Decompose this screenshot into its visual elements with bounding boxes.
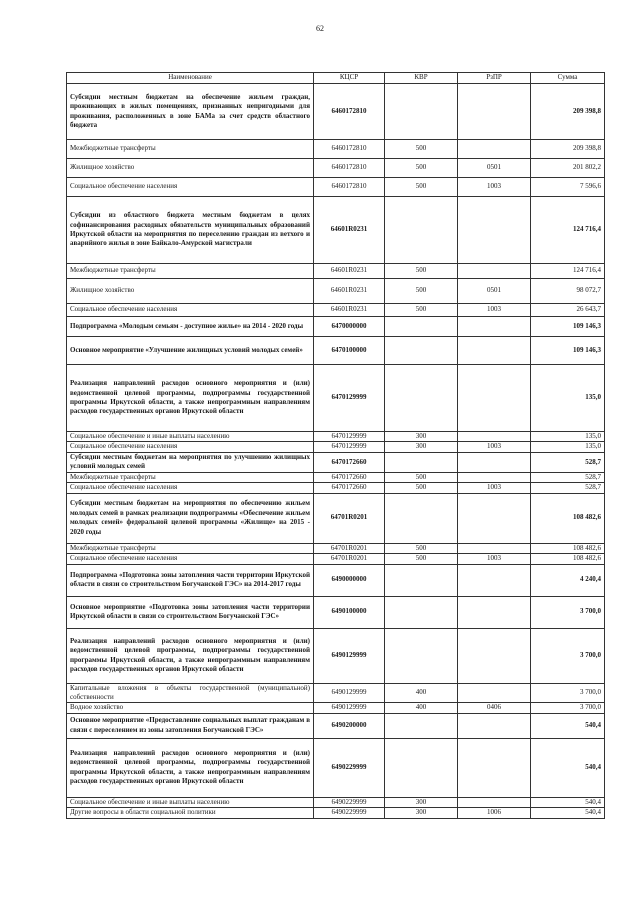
cell-name: Реализация направлений расходов основного мероприятия и (или) ведомственной целевой программы, подпрограммы государственной программы Иркутской области, а также непрограммным направлениям расходов государственных органов Иркутской области bbox=[67, 628, 314, 683]
table-row bbox=[67, 713, 605, 738]
cell-rzpr: 0501 bbox=[458, 159, 531, 178]
cell-kvr bbox=[385, 493, 458, 543]
cell-kcsr: 6470129999 bbox=[314, 442, 385, 452]
table-row bbox=[67, 337, 605, 365]
budget-table bbox=[66, 72, 605, 819]
table-row bbox=[67, 703, 605, 713]
cell-kcsr: 6460172810 bbox=[314, 140, 385, 159]
table-row bbox=[67, 554, 605, 564]
cell-sum: 135,0 bbox=[531, 442, 605, 452]
cell-kvr: 500 bbox=[385, 543, 458, 553]
cell-kcsr: 6490000000 bbox=[314, 564, 385, 596]
cell-kvr: 400 bbox=[385, 683, 458, 703]
cell-rzpr bbox=[458, 317, 531, 337]
header-kcsr: КЦСР bbox=[314, 73, 385, 84]
table-row bbox=[67, 140, 605, 159]
cell-kcsr: 64701R0201 bbox=[314, 554, 385, 564]
cell-rzpr bbox=[458, 713, 531, 738]
cell-sum: 124 716,4 bbox=[531, 264, 605, 279]
table-row bbox=[67, 797, 605, 807]
cell-sum: 201 802,2 bbox=[531, 159, 605, 178]
cell-sum: 108 482,6 bbox=[531, 493, 605, 543]
cell-kcsr: 64701R0201 bbox=[314, 493, 385, 543]
cell-kvr bbox=[385, 564, 458, 596]
cell-kcsr: 6470172660 bbox=[314, 472, 385, 482]
cell-kcsr: 6470172660 bbox=[314, 452, 385, 472]
cell-kvr bbox=[385, 337, 458, 365]
cell-kvr: 500 bbox=[385, 178, 458, 197]
cell-name: Межбюджетные трансферты bbox=[67, 140, 314, 159]
table-row bbox=[67, 264, 605, 279]
cell-kvr: 300 bbox=[385, 432, 458, 442]
cell-kvr: 300 bbox=[385, 808, 458, 818]
cell-sum: 540,4 bbox=[531, 797, 605, 807]
table-row bbox=[67, 493, 605, 543]
cell-kvr bbox=[385, 317, 458, 337]
cell-sum: 3 700,0 bbox=[531, 596, 605, 628]
cell-kvr bbox=[385, 365, 458, 432]
cell-kvr: 500 bbox=[385, 159, 458, 178]
cell-rzpr bbox=[458, 452, 531, 472]
cell-kvr: 500 bbox=[385, 304, 458, 317]
cell-name: Социальное обеспечение населения bbox=[67, 483, 314, 493]
cell-kcsr: 6490229999 bbox=[314, 808, 385, 818]
cell-rzpr bbox=[458, 543, 531, 553]
table-row bbox=[67, 432, 605, 442]
cell-kcsr: 6470172660 bbox=[314, 483, 385, 493]
cell-kcsr: 6490200000 bbox=[314, 713, 385, 738]
cell-kvr bbox=[385, 84, 458, 140]
cell-rzpr: 0406 bbox=[458, 703, 531, 713]
cell-kvr: 500 bbox=[385, 472, 458, 482]
cell-kcsr: 6490100000 bbox=[314, 596, 385, 628]
cell-name: Межбюджетные трансферты bbox=[67, 472, 314, 482]
page-number: 62 bbox=[316, 24, 324, 33]
cell-kvr bbox=[385, 713, 458, 738]
cell-sum: 540,4 bbox=[531, 713, 605, 738]
table-row bbox=[67, 197, 605, 264]
cell-kcsr: 6470129999 bbox=[314, 365, 385, 432]
cell-sum: 540,4 bbox=[531, 808, 605, 818]
cell-sum: 135,0 bbox=[531, 365, 605, 432]
cell-sum: 124 716,4 bbox=[531, 197, 605, 264]
table-row bbox=[67, 472, 605, 482]
table-row bbox=[67, 442, 605, 452]
cell-rzpr bbox=[458, 738, 531, 797]
cell-kcsr: 6460172810 bbox=[314, 178, 385, 197]
cell-sum: 209 398,8 bbox=[531, 84, 605, 140]
cell-kcsr: 6470000000 bbox=[314, 317, 385, 337]
cell-sum: 4 240,4 bbox=[531, 564, 605, 596]
cell-name: Субсидии местным бюджетам на мероприятия по обеспечению жильем молодых семей в рамках реализации подпрограммы «Обеспечение жильем молодых семей» федеральной целевой программы «Жилище» на 2015 - 2020 годы bbox=[67, 493, 314, 543]
cell-kvr: 300 bbox=[385, 797, 458, 807]
cell-kvr: 400 bbox=[385, 703, 458, 713]
cell-kvr bbox=[385, 738, 458, 797]
cell-rzpr bbox=[458, 264, 531, 279]
cell-kcsr: 64601R0231 bbox=[314, 264, 385, 279]
table-row bbox=[67, 159, 605, 178]
cell-rzpr bbox=[458, 493, 531, 543]
cell-kcsr: 6460172810 bbox=[314, 84, 385, 140]
cell-rzpr bbox=[458, 628, 531, 683]
cell-rzpr: 1003 bbox=[458, 304, 531, 317]
cell-name: Водное хозяйство bbox=[67, 703, 314, 713]
cell-name: Межбюджетные трансферты bbox=[67, 264, 314, 279]
cell-name: Социальное обеспечение населения bbox=[67, 304, 314, 317]
table-row bbox=[67, 279, 605, 304]
cell-name: Социальное обеспечение и иные выплаты населению bbox=[67, 432, 314, 442]
cell-rzpr bbox=[458, 432, 531, 442]
cell-sum: 135,0 bbox=[531, 432, 605, 442]
cell-kvr: 500 bbox=[385, 483, 458, 493]
cell-name: Основное мероприятие «Предоставление социальных выплат гражданам в связи с переселением из зоны затопления Богучанской ГЭС» bbox=[67, 713, 314, 738]
cell-rzpr bbox=[458, 797, 531, 807]
cell-name: Другие вопросы в области социальной политики bbox=[67, 808, 314, 818]
table-row bbox=[67, 365, 605, 432]
table-row bbox=[67, 178, 605, 197]
cell-kcsr: 6490229999 bbox=[314, 797, 385, 807]
cell-name: Социальное обеспечение населения bbox=[67, 178, 314, 197]
cell-sum: 528,7 bbox=[531, 452, 605, 472]
cell-sum: 209 398,8 bbox=[531, 140, 605, 159]
table-row bbox=[67, 483, 605, 493]
cell-rzpr bbox=[458, 472, 531, 482]
cell-sum: 108 482,6 bbox=[531, 554, 605, 564]
cell-kcsr: 6490129999 bbox=[314, 683, 385, 703]
cell-sum: 7 596,6 bbox=[531, 178, 605, 197]
cell-rzpr bbox=[458, 596, 531, 628]
cell-rzpr bbox=[458, 140, 531, 159]
cell-rzpr: 1003 bbox=[458, 483, 531, 493]
table-row bbox=[67, 543, 605, 553]
cell-kvr: 500 bbox=[385, 264, 458, 279]
cell-kcsr: 6460172810 bbox=[314, 159, 385, 178]
cell-rzpr bbox=[458, 197, 531, 264]
cell-rzpr: 1003 bbox=[458, 554, 531, 564]
table-row bbox=[67, 628, 605, 683]
cell-name: Подпрограмма «Молодым семьям - доступное жилье» на 2014 - 2020 годы bbox=[67, 317, 314, 337]
cell-kvr: 300 bbox=[385, 442, 458, 452]
cell-name: Субсидии местным бюджетам на мероприятия по улучшению жилищных условий молодых семей bbox=[67, 452, 314, 472]
table-row bbox=[67, 564, 605, 596]
header-rzpr: РзПР bbox=[458, 73, 531, 84]
cell-sum: 98 072,7 bbox=[531, 279, 605, 304]
cell-kcsr: 6490129999 bbox=[314, 703, 385, 713]
cell-kcsr: 64601R0231 bbox=[314, 279, 385, 304]
cell-kcsr: 6490129999 bbox=[314, 628, 385, 683]
cell-kvr: 500 bbox=[385, 279, 458, 304]
cell-name: Социальное обеспечение населения bbox=[67, 554, 314, 564]
cell-rzpr bbox=[458, 337, 531, 365]
cell-kcsr: 64701R0201 bbox=[314, 543, 385, 553]
cell-kcsr: 6470129999 bbox=[314, 432, 385, 442]
cell-name: Жилищное хозяйство bbox=[67, 159, 314, 178]
cell-kvr bbox=[385, 628, 458, 683]
header-sum: Сумма bbox=[531, 73, 605, 84]
cell-sum: 108 482,6 bbox=[531, 543, 605, 553]
cell-kcsr: 6490229999 bbox=[314, 738, 385, 797]
cell-name: Реализация направлений расходов основного мероприятия и (или) ведомственной целевой программы, подпрограммы государственной программы Иркутской области, а также непрограммным направлениям расходов государственных органов Иркутской области bbox=[67, 365, 314, 432]
cell-sum: 3 700,0 bbox=[531, 683, 605, 703]
cell-rzpr bbox=[458, 84, 531, 140]
cell-kvr bbox=[385, 197, 458, 264]
cell-rzpr: 1003 bbox=[458, 178, 531, 197]
cell-kvr bbox=[385, 596, 458, 628]
cell-kcsr: 64601R0231 bbox=[314, 197, 385, 264]
cell-kvr: 500 bbox=[385, 554, 458, 564]
table-row bbox=[67, 84, 605, 140]
cell-name: Подпрограмма «Подготовка зоны затопления части территории Иркутской области в связи со строительством Богучанской ГЭС» на 2014-2017 годы bbox=[67, 564, 314, 596]
cell-sum: 528,7 bbox=[531, 483, 605, 493]
cell-rzpr bbox=[458, 683, 531, 703]
cell-rzpr bbox=[458, 564, 531, 596]
cell-kvr: 500 bbox=[385, 140, 458, 159]
cell-kcsr: 64601R0231 bbox=[314, 304, 385, 317]
cell-rzpr: 1003 bbox=[458, 442, 531, 452]
cell-sum: 26 643,7 bbox=[531, 304, 605, 317]
cell-kcsr: 6470100000 bbox=[314, 337, 385, 365]
cell-sum: 109 146,3 bbox=[531, 337, 605, 365]
cell-sum: 3 700,0 bbox=[531, 628, 605, 683]
table-row bbox=[67, 683, 605, 703]
cell-name: Субсидии из областного бюджета местным бюджетам в целях софинансирования расходных обязательств муниципальных образований Иркутской области на мероприятия по переселению граждан из ветхого и аварийного жилья в зоне Байкало-Амурской магистрали bbox=[67, 197, 314, 264]
cell-name: Капитальные вложения в объекты государственной (муниципальной) собственности bbox=[67, 683, 314, 703]
table-row bbox=[67, 738, 605, 797]
table-body bbox=[67, 84, 605, 819]
cell-name: Основное мероприятие «Подготовка зоны затопления части территории Иркутской области в связи со строительством Богучанской ГЭС» bbox=[67, 596, 314, 628]
table-row bbox=[67, 596, 605, 628]
cell-rzpr: 1006 bbox=[458, 808, 531, 818]
table-row bbox=[67, 808, 605, 818]
cell-name: Субсидии местным бюджетам на обеспечение жильем граждан, проживающих в жилых помещениях, признанных непригодными для проживания, расположенных в зоне БАМа за счет средств областного бюджета bbox=[67, 84, 314, 140]
cell-name: Жилищное хозяйство bbox=[67, 279, 314, 304]
cell-sum: 528,7 bbox=[531, 472, 605, 482]
cell-sum: 540,4 bbox=[531, 738, 605, 797]
cell-name: Реализация направлений расходов основного мероприятия и (или) ведомственной целевой программы, подпрограммы государственной программы Иркутской области, а также непрограммным направлениям расходов государственных органов Иркутской области bbox=[67, 738, 314, 797]
table-row bbox=[67, 304, 605, 317]
table-row bbox=[67, 452, 605, 472]
header-name: Наименование bbox=[67, 73, 314, 84]
cell-name: Основное мероприятие «Улучшение жилищных условий молодых семей» bbox=[67, 337, 314, 365]
cell-sum: 109 146,3 bbox=[531, 317, 605, 337]
cell-name: Межбюджетные трансферты bbox=[67, 543, 314, 553]
cell-name: Социальное обеспечение и иные выплаты населению bbox=[67, 797, 314, 807]
cell-name: Социальное обеспечение населения bbox=[67, 442, 314, 452]
table-row bbox=[67, 317, 605, 337]
cell-rzpr: 0501 bbox=[458, 279, 531, 304]
table-header-row bbox=[67, 73, 605, 84]
cell-kvr bbox=[385, 452, 458, 472]
cell-rzpr bbox=[458, 365, 531, 432]
cell-sum: 3 700,0 bbox=[531, 703, 605, 713]
header-kvr: КВР bbox=[385, 73, 458, 84]
